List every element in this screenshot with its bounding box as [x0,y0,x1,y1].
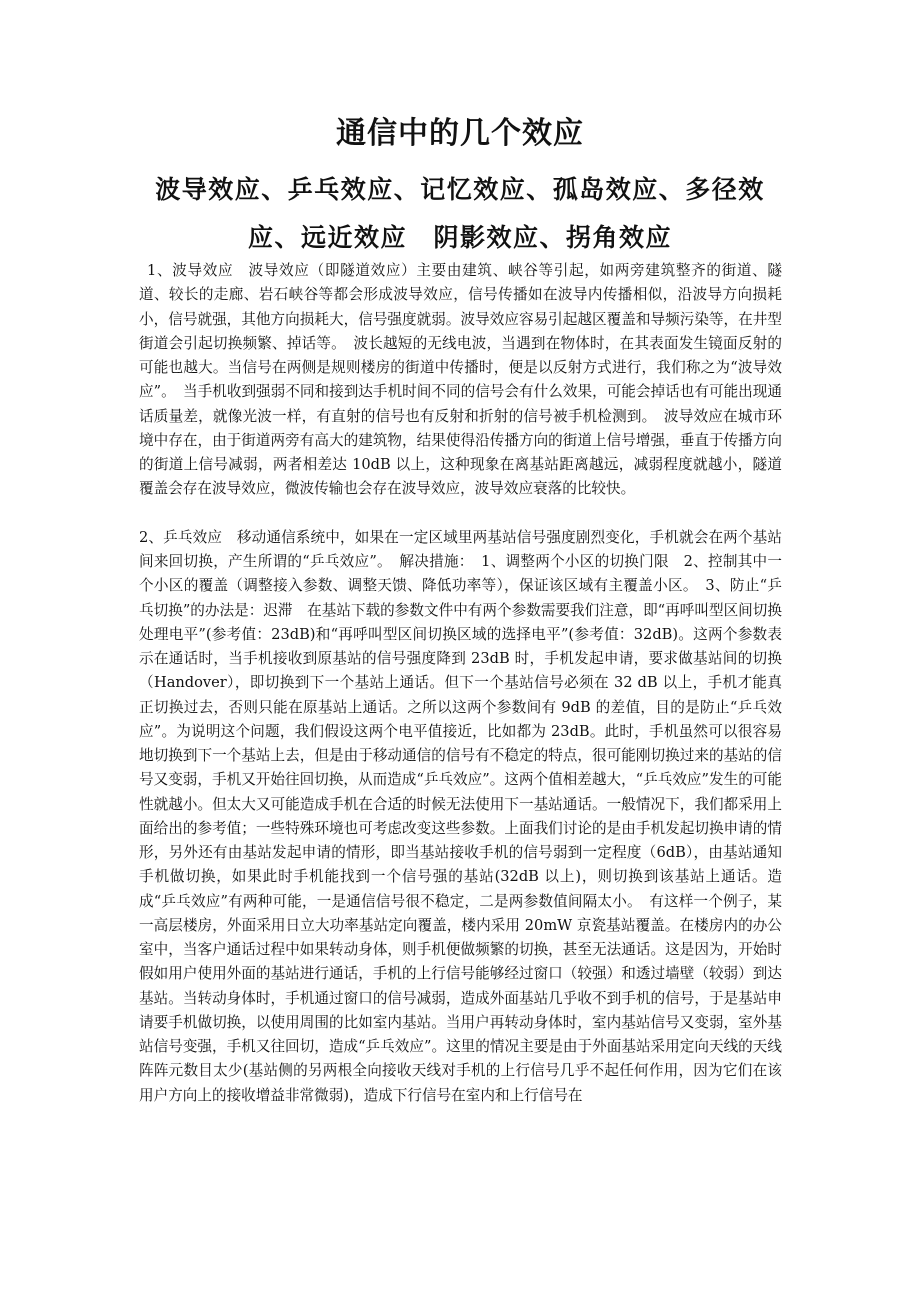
paragraph-waveguide-effect: 1、波导效应 波导效应（即隧道效应）主要由建筑、峡谷等引起，如两旁建筑整齐的街道、隧道、较长的走廊、岩石峡谷等都会形成波导效应，信号传播如在波导内传播相似，沿波导方向损耗小，信号就强，其他方向损耗大，信号强度就弱。波导效应容易引起越区覆盖和导频污染等，在井型街道会引起切换频繁、掉话等。 波长越短的无线电波，当遇到在物体时，在其表面发生镜面反射的可能也越大。当信号在两侧是规则楼房的街道中传播时，便是以反射方式进行，我们称之为“波导效应”。 当手机收到强弱不同和接到达手机时间不同的信号会有什么效果，可能会掉话也有可能出现通话质量差，就像光波一样，有直射的信号也有反射和折射的信号被手机检测到。 波导效应在城市环境中存在，由于街道两旁有高大的建筑物，结果使得沿传播方向的街道上信号增强，垂直于传播方向的街道上信号减弱，两者相差达 10dB 以上，这种现象在离基站距离越远，减弱程度就越小，隧道覆盖会存在波导效应，微波传输也会存在波导效应，波导效应衰落的比较快。 [139,262,782,498]
paragraph-ping-pong-effect: 2、乒乓效应 移动通信系统中，如果在一定区域里两基站信号强度剧烈变化，手机就会在两个基站间来回切换，产生所谓的“乒乓效应”。 解决措施： 1、调整两个小区的切换门限 2、控制其中一个小区的覆盖（调整接入参数、调整天馈、降低功率等），保证该区域有主覆盖小区。 3、防止“乒乓切换”的办法是：迟滞 在基站下载的参数文件中有两个参数需要我们注意，即“再呼叫型区间切换处理电平”(参考值：23dB)和“再呼叫型区间切换区域的选择电平”(参考值：32dB)。这两个参数表示在通话时，当手机接收到原基站的信号强度降到 23dB 时，手机发起申请，要求做基站间的切换（Handover），即切换到下一个基站上通话。但下一个基站信号必须在 32 dB 以上，手机才能真正切换过去，否则只能在原基站上通话。之所以这两个参数间有 9dB 的差值，目的是防止“乒乓效应”。为说明这个问题，我们假设这两个电平值接近，比如都为 23dB。此时，手机虽然可以很容易地切换到下一个基站上去，但是由于移动通信的信号有不稳定的特点，很可能刚切换过来的基站的信号又变弱，手机又开始往回切换，从而造成“乒乓效应”。这两个值相差越大，“乒乓效应”发生的可能性就越小。但太大又可能造成手机在合适的时候无法使用下一基站通话。一般情况下，我们都采用上面给出的参考值；一些特殊环境也可考虑改变这些参数。上面我们讨论的是由手机发起切换申请的情形，另外还有由基站发起申请的情形，即当基站接收手机的信号弱到一定程度（6dB），由基站通知手机做切换，如果此时手机能找到一个信号强的基站(32dB 以上)，则切换到该基站上通话。造成“乒乓效应”有两种可能，一是通信信号很不稳定，二是两参数值间隔太小。 有这样一个例子，某一高层楼房，外面采用日立大功率基站定向覆盖，楼内采用 20mW 京瓷基站覆盖。在楼房内的办公室中，当客户通话过程中如果转动身体，则手机便做频繁的切换，甚至无法通话。这是因为，开始时假如用户使用外面的基站进行通话，手机的上行信号能够经过窗口（较强）和透过墙壁（较弱）到达基站。当转动身体时，手机通过窗口的信号减弱，造成外面基站几乎收不到手机的信号，于是基站申请要手机做切换，以使用周围的比如室内基站。当用户再转动身体时，室内基站信号又变弱，室外基站信号变强，手机又往回切，造成“乒乓效应”。这里的情况主要是由于外面基站采用定向天线的天线阵阵元数目太少(基站侧的另两根全向接收天线对手机的上行信号几乎不起任何作用，因为它们在该用户方向上的接收增益非常微弱)，造成下行信号在室内和上行信号在 [139,528,782,1104]
paragraph-spacer [139,502,782,526]
document-body [139,259,782,1108]
document-subtitle: 波导效应、乒乓效应、记忆效应、孤岛效应、多径效应、远近效应 阴影效应、拐角效应 [155,175,765,252]
document-title: 通信中的几个效应 [336,116,584,151]
